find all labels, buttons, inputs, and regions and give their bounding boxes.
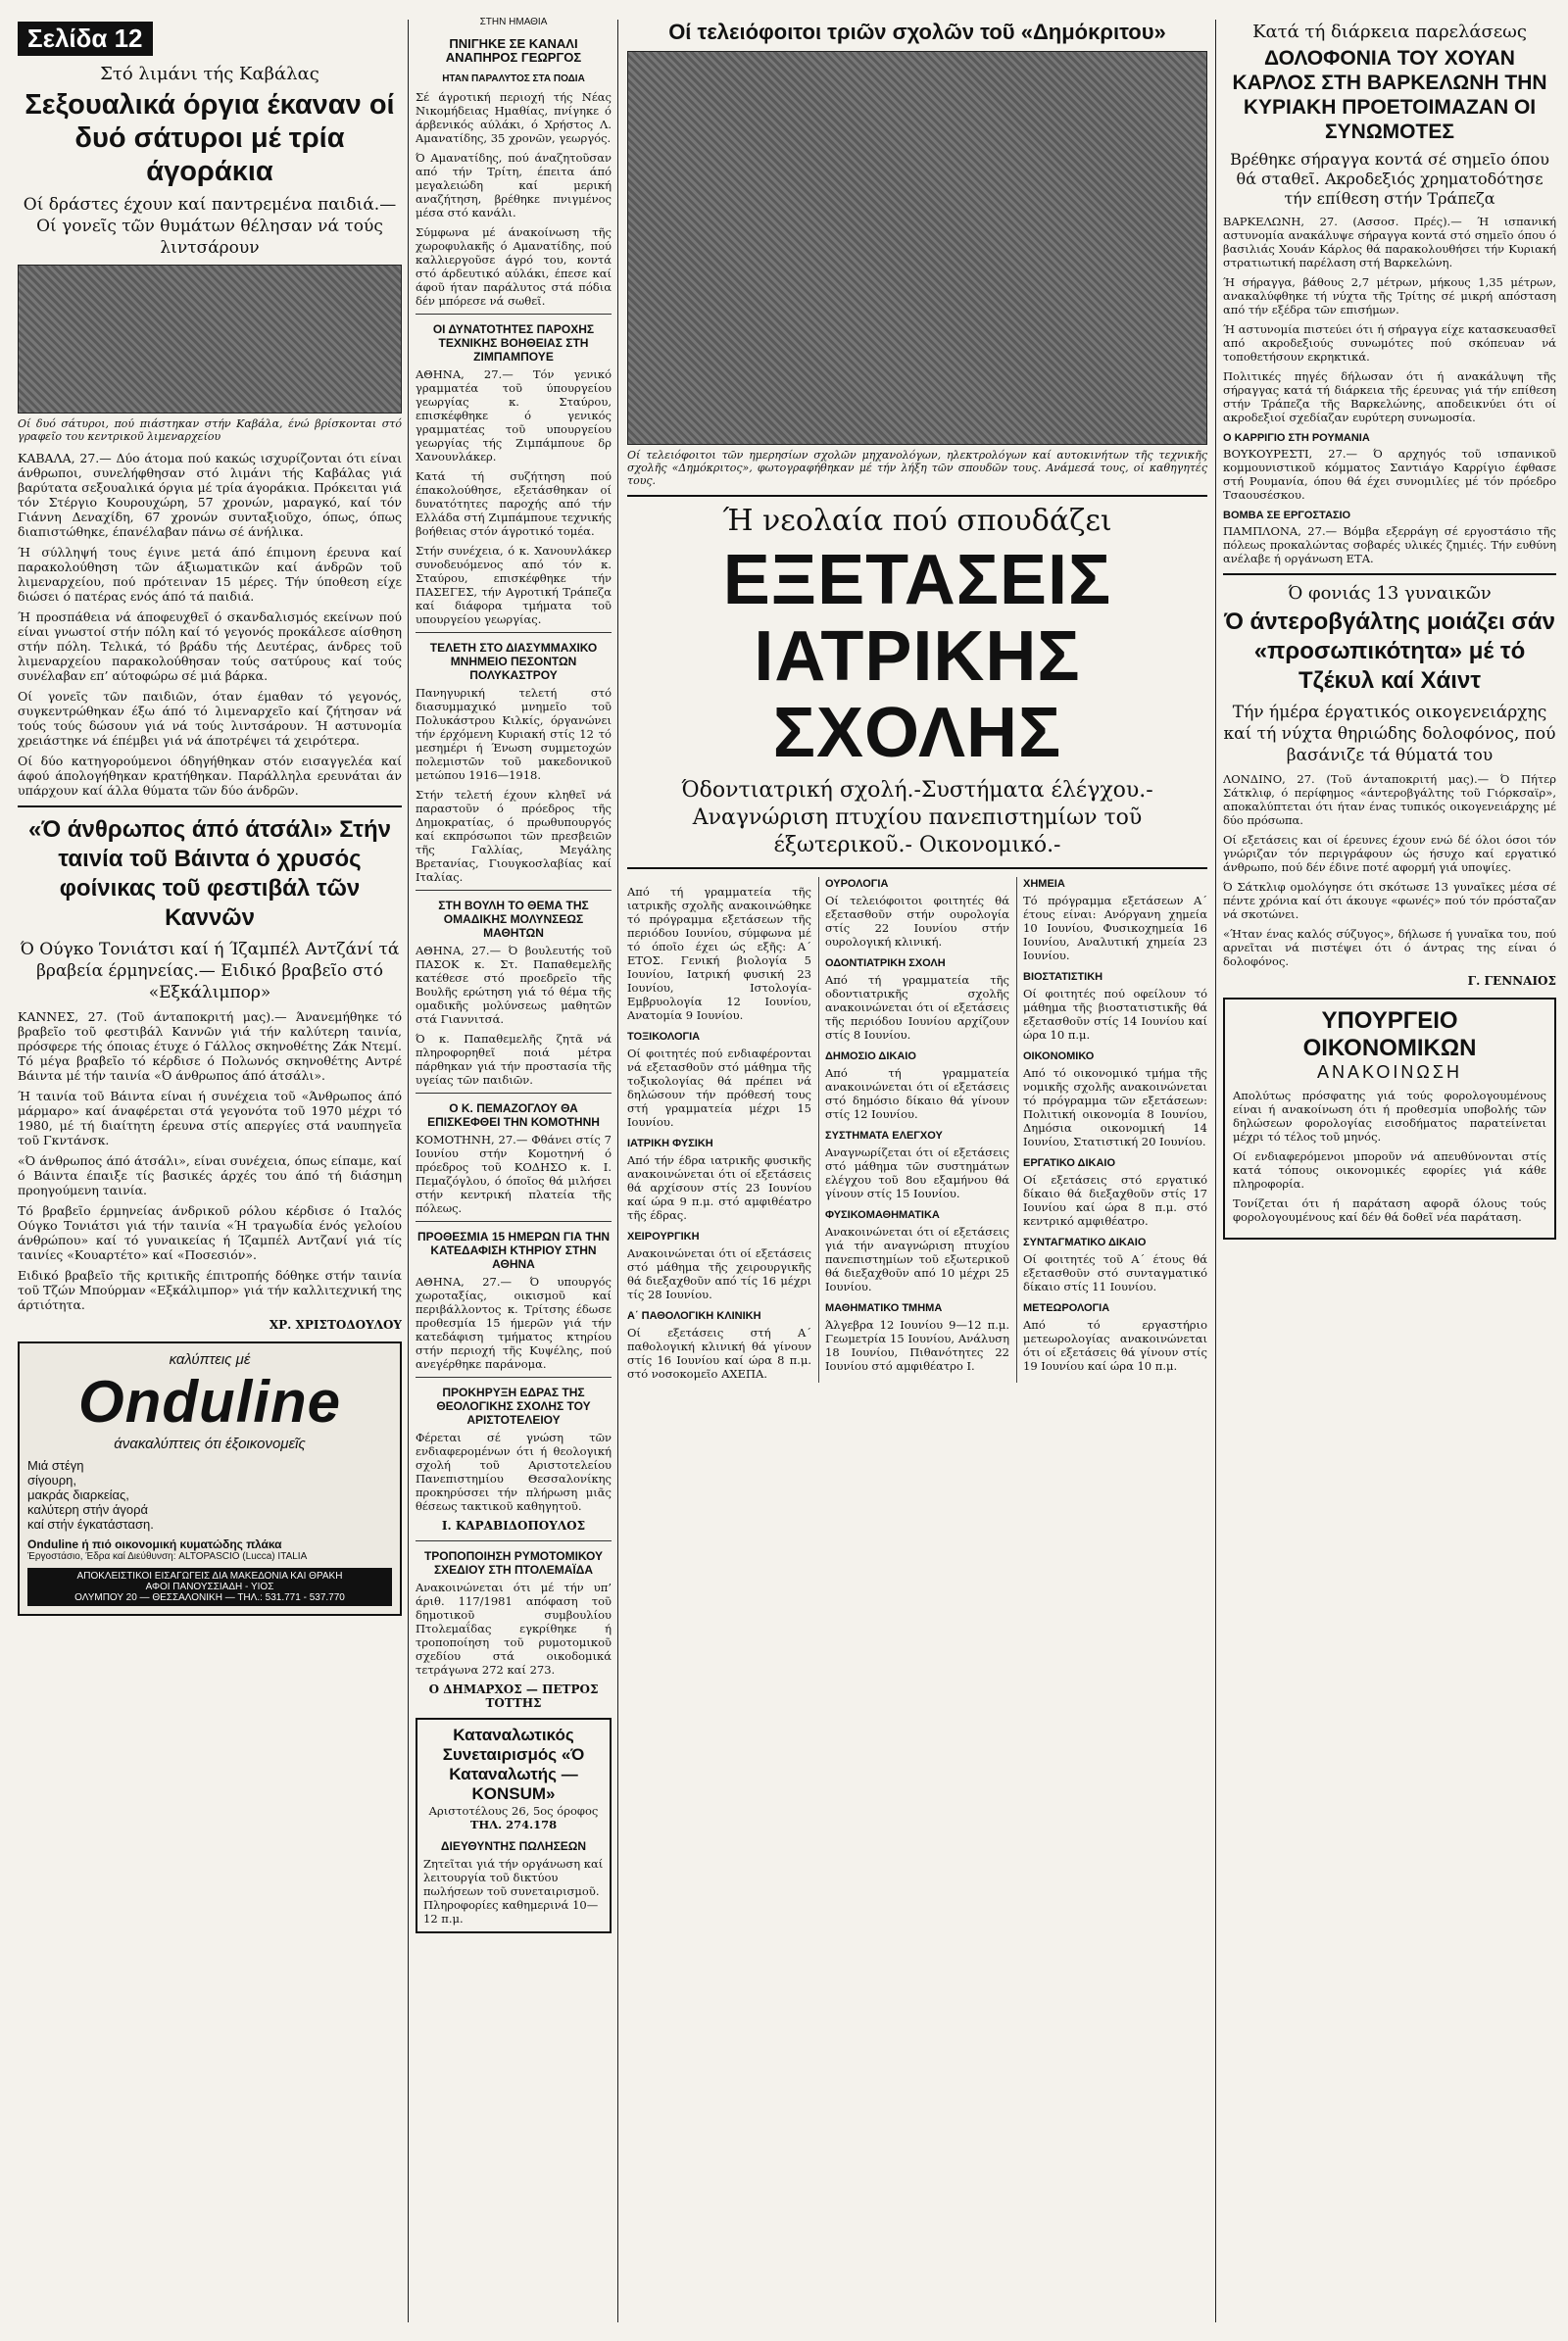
article-headline-2: «Ό άνθρωπος άπό άτσάλι» Στήν ταινία τοῦ Βάιντα ό χρυσός φοίνικας τοῦ φεστιβάλ τῶν Καννῶν — [27, 816, 392, 931]
section-kicker: ΣΤΗΝ ΗΜΑΘΙΑ — [479, 17, 548, 27]
article-paragraph: «Ό άνθρωπος άπό άτσάλι», είναι συνέχεια, όπως είπαμε, καί ό Βάιντα έπαιξε τίς βασικές άρχές του άπό τή διάσημη προηγούμενη ταινία. — [18, 1153, 402, 1197]
brief-paragraph: Σύμφωνα μέ άνακοίνωση τῆς χωροφυλακῆς ό Αμανατίδης, πού καλλιεργοῦσε άγρό του, κοντά στό άρδευτικό αύλάκι, έπεσε καί άφοῦ ήταν παράλυτος στά πόδια δέν μπόρεσε νά σωθεῖ. — [416, 225, 612, 308]
article-paragraph: Ή σήραγγα, βάθους 2,7 μέτρων, μήκους 1,35 μέτρων, ανακαλύφθηκε τή νύχτα τῆς Τρίτης σέ μικρή απόσταση από τήν εξέδρα τῶν επισήμων. — [1223, 275, 1556, 317]
ad-top: καλύπτεις μέ — [169, 1351, 251, 1368]
brief-paragraph: ΑΘΗΝΑ, 27.— Ό υπουργός χωροταξίας, οικισμοῦ καί περιβάλλοντος κ. Τρίτσης έδωσε προθεσμία 15 ήμερῶν γιά τήν κατεδάφιση τμήματος κτηρίου στήν περιοχή τῆς Κυψέλης, πού ανεγέρθηκε παράνομα. — [416, 1275, 612, 1371]
article-paragraph: ΒΟΥΚΟΥΡΕΣΤΙ, 27.— Ό αρχηγός τοῦ ισπανικοῦ κομμουνιστικοῦ κόμματος Σαντιάγο Καρρίγιο έφθασε στή Ρουμανία, όπου θά έχει συνομιλίες μέ τόν πρόεδρο Τσαουσέσκου. — [1223, 447, 1556, 502]
brief-headline: ΤΡΟΠΟΠΟΙΗΣΗ ΡΥΜΟΤΟΜΙΚΟΥ ΣΧΕΔΙΟΥ ΣΤΗ ΠΤΟΛΕΜΑΪΔΑ — [423, 1549, 604, 1577]
article-paragraph: Ειδικό βραβεῖο τῆς κριτικῆς έπιτροπής δόθηκε στήν ταινία τοῦ Τζών Μπούρμαν «Εξκάλιμπορ» γιά τήν καλλιτεχνική της άρτιότητα. — [18, 1268, 402, 1312]
feature-kicker: Ή νεολαία πού σπουδάζει — [722, 504, 1112, 538]
brief-paragraph: Ό κ. Παπαθεμελῆς ζητᾶ νά πληροφορηθεῖ ποιά μέτρα πάρθηκαν γιά τήν προστασία τῆς υγείας τῶν παιδιῶν. — [416, 1032, 612, 1087]
ad-line: καί στήν έγκατάσταση. — [27, 1517, 154, 1532]
article-paragraph: Οί γονεῖς τῶν παιδιῶν, όταν έμαθαν τό γεγονός, συγκεντρώθηκαν έξω άπό τό λιμεναρχεῖο καί ζήτησαν νά τούς τούς δώσουν γιά νά τούς λιντσάρουν. Ή αστυνομία χρειάστηκε νά έπέμβει γιά νά άποτρέψει τά χειρότερα. — [18, 689, 402, 748]
news-photo — [18, 265, 402, 414]
signature: Ι. ΚΑΡΑΒΙΔΟΠΟΥΛΟΣ — [441, 1519, 586, 1533]
exam-section: ΜΑΘΗΜΑΤΙΚΟ ΤΜΗΜΑ Άλγεβρα 12 Ιουνίου 9—12 π.μ. Γεωμετρία 15 Ιουνίου, Ανάλυση 18 Ιουνίου, Πιθανότητες 22 Ιουνίου στό αμφιθέατρο Ι. — [825, 1302, 1009, 1373]
article-headline: ΔΟΛΟΦΟΝΙΑ ΤΟΥ ΧΟΥΑΝ ΚΑΡΛΟΣ ΣΤΗ ΒΑΡΚΕΛΩΝΗ ΤΗΝ ΚΥΡΙΑΚΗ ΠΡΟΕΤΟΙΜΑΖΑΝ ΟΙ ΣΥΝΩΜΟΤΕΣ — [1232, 47, 1547, 143]
ad-footer-line: ΑΦΟΙ ΠΑΝΟΥΣΣΙΑΔΗ - ΥΙΟΣ — [145, 1582, 274, 1592]
ad-footer-line: ΟΛΥΜΠΟΥ 20 — ΘΕΣΣΑΛΟΝΙΚΗ — ΤΗΛ.: 531.771 - 537.770 — [74, 1592, 345, 1603]
article-paragraph: ΒΑΡΚΕΛΩΝΗ, 27. (Ασσοσ. Πρές).— Ή ισπανική αστυνομία ανακάλυψε σήραγγα κοντά στό σημεῖο όπου ό βασιλιάς Χουάν Κάρλος θά παρακολουθήσει τήν Κυριακή στρατιωτική παρέλαση στή Βαρκελώνη. — [1223, 215, 1556, 269]
feature-deck: Όδοντιατρική σχολή.-Συστήματα έλέγχου.- Αναγνώριση πτυχίου πανεπιστημίων τοῦ έξωτερικοῦ.- Οικονομικό.- — [681, 778, 1153, 857]
exam-section: ΣΥΣΤΗΜΑΤΑ ΕΛΕΓΧΟΥ Αναγνωρίζεται ότι οί εξετάσεις στό μάθημα τῶν συστημάτων ελέγχου τοῦ 8ου εξαμήνου θά γίνουν στίς 15 Ιουνίου. — [825, 1130, 1009, 1200]
notice-paragraph: Οί ενδιαφερόμενοι μποροῦν νά απευθύνονται στίς κατά τόπους οικονομικές εφορίες γιά κάθε πληροφορία. — [1233, 1149, 1546, 1191]
article-paragraph: Οί εξετάσεις και οί έρευνες έχουν ενώ δέ όλοι όσοι τόν γνώριζαν τόν περιγράφουν ώς ήσυχο καί εργατικό άνθρωπο, πού δέν έδινε ποτέ αφορμή γιά υποψίες. — [1223, 833, 1556, 874]
exam-section: Από τή γραμματεία τῆς ιατρικῆς σχολῆς ανακοινώθηκε τό πρόγραμμα εξετάσεων τῆς περιόδου Ιουνίου, σύμφωνα μέ τό όποῖο έχει ώς εξῆς: Α΄ ΕΤΟΣ. Γενική βιολογία 5 Ιουνίου, Ιατρική φυσική 23 Ιουνίου, Ιστολογία-Εμβρυολογία 12 Ιουνίου, Ανατομία 9 Ιουνίου. — [627, 885, 811, 1022]
article-paragraph: Πολιτικές πηγές δήλωσαν ότι ή ανακάλυψη τῆς σήραγγας κατά τή διάρκεια τῆς έρευνας γιά τήν επίθεση στήν Τράπεζα τῆς Βαρκελώνης, αποδεικνύει ότι οί ακροδεξιοί σχεδίαζαν ευρύτερη συνωμοσία. — [1223, 369, 1556, 424]
brief-paragraph: Κατά τή συζήτηση πού έπακολούθησε, εξετάσθηκαν οί δυνατότητες παροχής από τήν Ελλάδα στή Ζιμπάμπουε τεχνικής βοήθειας στόν άγροτικό τομέα. — [416, 469, 612, 538]
brief-headline: ΟΙ ΔΥΝΑΤΟΤΗΤΕΣ ΠΑΡΟΧΗΣ ΤΕΧΝΙΚΗΣ ΒΟΗΘΕΙΑΣ ΣΤΗ ΖΙΜΠΑΜΠΟΥΕ — [432, 322, 595, 364]
subsection-heading: ΒΟΜΒΑ ΣΕ ΕΡΓΟΣΤΑΣΙΟ — [1223, 510, 1351, 521]
second-column — [416, 8, 612, 1941]
brief-headline: ΠΝΙΓΗΚΕ ΣΕ ΚΑΝΑΛΙ ΑΝΑΠΗΡΟΣ ΓΕΩΡΓΟΣ — [445, 36, 582, 65]
right-column — [1223, 18, 1556, 1240]
exam-section: Α΄ ΠΑΘΟΛΟΓΙΚΗ ΚΛΙΝΙΚΗ Οί εξετάσεις στή Α΄ παθολογική κλινική θά γίνουν στίς 16 Ιουνίου καί ώρα 8 π.μ. στό νοσοκομεῖο ΑΧΕΠΑ. — [627, 1310, 811, 1381]
brief-paragraph: Πανηγυρική τελετή στό διασυμμαχικό μνημεῖο τοῦ Πολυκάστρου Κιλκίς, όργανώνει τήν έρχόμενη Κυριακή στίς 12 τό μεσημέρι ή Ένωση συμμετοχών πολεμιστῶν τοῦ μακεδονικοῦ μετώπου 1916—1918. — [416, 686, 612, 782]
ad-line: Μιά στέγη — [27, 1458, 84, 1473]
article-headline: Σεξουαλικά όργια έκαναν οί δυό σάτυροι μέ τρία άγοράκια — [24, 89, 395, 187]
brief-headline: Ο Κ. ΠΕΜΑΖΟΓΛΟΥ ΘΑ ΕΠΙΣΚΕΦΘΕΙ ΤΗΝ ΚΟΜΟΤΗΝΗ — [427, 1101, 600, 1129]
ad-line: μακράς διαρκείας, — [27, 1488, 129, 1502]
feature-headline: ΕΞΕΤΑΣΕΙΣ ΙΑΤΡΙΚΗΣ ΣΧΟΛΗΣ — [722, 541, 1112, 772]
ministry-notice — [1223, 998, 1556, 1240]
exam-section: ΧΗΜΕΙΑ Τό πρόγραμμα εξετάσεων Α΄ έτους είναι: Ανόργανη χημεία 10 Ιουνίου, Φυσικοχημεία 16 Ιουνίου, Αναλυτική χημεία 23 Ιουνίου. — [1023, 878, 1207, 962]
article-kicker-2: Ό φονιάς 13 γυναικῶν — [1288, 583, 1492, 604]
notice-text: Ζητεῖται γιά τήν οργάνωση καί λειτουργία τοῦ δικτύου πωλήσεων τοῦ συνεταιρισμοῦ. Πληροφορίες καθημερινά 10—12 π.μ. — [423, 1857, 604, 1926]
exam-section: ΤΟΞΙΚΟΛΟΓΙΑ Οί φοιτητές πού ενδιαφέρονται νά εξετασθοῦν στό μάθημα τῆς τοξικολογίας θά πρέπει νά δηλώσουν τήν πρόθεσή τους στή γραμματεία μέχρι 15 Ιουνίου. — [627, 1031, 811, 1129]
article-kicker: Στό λιμάνι τής Καβάλας — [100, 64, 319, 84]
ad-logo: Onduline — [78, 1369, 341, 1435]
exam-section: ΦΥΣΙΚΟΜΑΘΗΜΑΤΙΚΑ Ανακοινώνεται ότι οί εξετάσεις γιά τήν αναγνώριση πτυχίου πανεπιστημίων τοῦ εξωτερικοῦ θά διεξαχθοῦν από 10 μέχρι 25 Ιουνίου. — [825, 1209, 1009, 1293]
onduline-advert — [18, 1341, 402, 1616]
article-paragraph: Ή προσπάθεια νά άποφευχθεῖ ό σκανδαλισμός εκείνων πού είναι γνωστοί στήν πόλη καί τό γεγονός προκάλεσε αίσθηση στήν πόλη. Τελικά, τό βράδυ τής Δευτέρας, άνδρες τοῦ λιμεναρχείου παρακολούθησαν τούς σατύρους καί τούς συνέλαβαν επ’ αύτοφώρω σέ μιά βάρκα. — [18, 610, 402, 683]
article-paragraph: Ή ταινία τοῦ Βάιντα είναι ή συνέχεια τοῦ «Άνθρωπος άπό μάρμαρο» καί άναφέρεται στά γεγονότα τοῦ 1970 μέχρι τό 1980, μέ τή διαίτητη έρευνα στίς απεργίες στά ναυπηγεῖα τοῦ Γκντάνσκ. — [18, 1089, 402, 1147]
exam-section: ΜΕΤΕΩΡΟΛΟΓΙΑ Από τό εργαστήριο μετεωρολογίας ανακοινώνεται ότι οί εξετάσεις θά γίνουν στίς 19 Ιουνίου καί ώρα 10 π.μ. — [1023, 1302, 1207, 1373]
brief-paragraph: Ό Αμανατίδης, πού άναζητοῦσαν από τήν Τρίτη, έπειτα άπό μεγαλειώδη καί μερική αναζήτηση, βρέθηκε πνιγμένος μέσα στό κανάλι. — [416, 151, 612, 219]
exam-section: ΟΥΡΟΛΟΓΙΑ Οί τελειόφοιτοι φοιτητές θά εξετασθοῦν στήν ουρολογία στίς 22 Ιουνίου στήν ουρολογική κλινική. — [825, 878, 1009, 949]
exam-columns — [627, 877, 1207, 1383]
center-column — [627, 20, 1207, 1383]
exam-section: ΣΥΝΤΑΓΜΑΤΙΚΟ ΔΙΚΑΙΟ Οί φοιτητές τοῦ Α΄ έτους θά εξετασθοῦν στό συνταγματικό δίκαιο στίς 11 Ιουνίου. — [1023, 1237, 1207, 1293]
exam-section: ΒΙΟΣΤΑΤΙΣΤΙΚΗ Οί φοιτητές πού οφείλουν τό μάθημα τῆς βιοστατιστικῆς θά εξετασθοῦν στίς 14 Ιουνίου καί ώρα 10 π.μ. — [1023, 971, 1207, 1042]
article-paragraph: ΚΑΝΝΕΣ, 27. (Τοῦ άνταποκριτή μας).— Άνανεμήθηκε τό βραβεῖο τοῦ φεστιβάλ Καννῶν γιά τήν καλύτερη ταινία, πρόσφερε τής όποιας έτυχε ό Γάλλος σκηνοθέτης Ζάκ Ντεμί. Τό μέγα βραβεῖο τό κέρδισε ό Πολωνός σκηνοθέτης Αντρέ Βάιντα μέ τήν ταινία «Ό άνθρωπος άπό άτσάλι». — [18, 1009, 402, 1083]
exam-section: ΙΑΤΡΙΚΗ ΦΥΣΙΚΗ Από τήν έδρα ιατρικῆς φυσικῆς ανακοινώνεται ότι οί εξετάσεις θά αρχίσουν στίς 23 Ιουνίου καί ώρα 9 π.μ. στό αμφιθέατρο τῆς έδρας. — [627, 1138, 811, 1222]
byline: ΧΡ. ΧΡΙΣΤΟΔΟΥΛΟΥ — [269, 1318, 402, 1332]
brief-paragraph: ΑΘΗΝΑ, 27.— Τόν γενικό γραμματέα τοῦ ύπουργείου γεωργίας κ. Σταύρου, επισκέφθηκε ό γενικός γραμματέας τοῦ υπουργείου γεωργίας τής Ζιμπάμπουε δρ Χανουνλάκερ. — [416, 367, 612, 463]
article-paragraph: Ό Σάτκλιφ ομολόγησε ότι σκότωσε 13 γυναῖκες μέσα σέ πέντε χρόνια καί ότι άκουγε «φωνές» πού τόν πρόσταζαν νά σκοτώνει. — [1223, 880, 1556, 921]
exam-section: ΔΗΜΟΣΙΟ ΔΙΚΑΙΟ Από τή γραμματεία ανακοινώνεται ότι οί εξετάσεις στό δημόσιο δίκαιο θά γίνουν στίς 12 Ιουνίου. — [825, 1050, 1009, 1121]
article-paragraph: Οί δύο κατηγορούμενοι όδηγήθηκαν στόν εισαγγελέα καί άφού άπολογήθηκαν κρατήθηκαν. Παράλληλα ερευνάται άν υπάρχουν καί άλλα θύματα τῶν δύο άνδρῶν. — [18, 754, 402, 798]
brief-subheadline: ΗΤΑΝ ΠΑΡΑΛΥΤΟΣ ΣΤΑ ΠΟΔΙΑ — [442, 73, 585, 84]
notice-title: Καταναλωτικός Συνεταιρισμός «Ό Καταναλωτής — KONSUM» — [442, 1726, 585, 1803]
brief-paragraph: Στήν συνέχεια, ό κ. Χανουνλάκερ συνοδευόμενος από τόν κ. Σταύρου, επισκέφθηκε τήν ΠΑΣΕΓΕΣ, τήν Αγροτική Τράπεζα καί διάφορα τμήματα τοῦ υπουργείου γεωργίας. — [416, 544, 612, 626]
ad-address: Έργοστάσιο, Έδρα καί Διεύθυνση: ALTOPASCIO (Lucca) ITALIA — [27, 1551, 308, 1562]
ad-line: σίγουρη, — [27, 1473, 76, 1488]
notice-phone: ΤΗΛ. 274.178 — [469, 1818, 558, 1831]
brief-paragraph: Στήν τελετή έχουν κληθεῖ νά παραστοῦν ό πρόεδρος τῆς Δημοκρατίας, ό πρωθυπουργός καί εκπρόσωποι τῶν πρεσβειῶν τῆς Γαλλίας, Μεγάλης Βρετανίας, Γιουγκοσλαβίας καί Ιταλίας. — [416, 788, 612, 884]
article-paragraph: Ή αστυνομία πιστεύει ότι ή σήραγγα είχε κατασκευασθεῖ από ακροδεξιούς συνωμότες πού σκόπευαν νά τοποθετήσουν εκρηκτικά. — [1223, 322, 1556, 364]
article-paragraph: «Ήταν ένας καλός σύζυγος», δήλωσε ή γυναῖκα του, πού αρνεῖται νά πιστέψει ότι ό άντρας της είναι ό δολοφόνος. — [1223, 927, 1556, 968]
ad-footer-line: ΑΠΟΚΛΕΙΣΤΙΚΟΙ ΕΙΣΑΓΩΓΕΙΣ ΔΙΑ ΜΑΚΕΔΟΝΙΑ ΚΑΙ ΘΡΑΚΗ — [76, 1571, 343, 1582]
photo-caption: Οί δυό σάτυροι, πού πιάστηκαν στήν Καβάλα, ένώ βρίσκονται στό γραφεῖο του κεντρικοῦ λιμεναρχείου — [18, 417, 402, 443]
photo-caption: Οί τελειόφοιτοι τῶν ημερησίων σχολῶν μηχανολόγων, ηλεκτρολόγων καί αυτοκινήτων τῆς τεχνικῆς σχολῆς «Δημόκριτος», φωτογραφήθηκαν μέ τήν λήξη τῶν σπουδῶν τους. Ανάμεσά τους, οί καθηγητές τους. — [627, 449, 1207, 487]
ad-line: καλύτερη στήν άγορά — [27, 1502, 148, 1517]
article-headline-2: Ό άντεροβγάλτης μοιάζει σάν «προσωπικότητα» μέ τό Τζέκυλ καί Χάιντ — [1224, 609, 1555, 694]
brief-paragraph: ΑΘΗΝΑ, 27.— Ό βουλευτής τοῦ ΠΑΣΟΚ κ. Στ. Παπαθεμελῆς κατέθεσε στό προεδρεῖο τῆς Βουλῆς ερώτηση γιά τό θέμα τῆς ομαδικῆς μολύνσεως μαθητῶν στά Γιαννιτσά. — [416, 944, 612, 1026]
article-deck: Βρέθηκε σήραγγα κοντά σέ σημεῖο όπου θά σταθεῖ. Ακροδεξιός χρηματοδότησε τήν επίθεση στήν Τράπεζα — [1230, 150, 1549, 208]
brief-headline: ΠΡΟΚΗΡΥΞΗ ΕΔΡΑΣ ΤΗΣ ΘΕΟΛΟΓΙΚΗΣ ΣΧΟΛΗΣ ΤΟΥ ΑΡΙΣΤΟΤΕΛΕΙΟΥ — [436, 1386, 591, 1427]
article-deck-2: Τήν ήμέρα έργατικός οικογενειάρχης καί τή νύχτα θηριώδης δολοφόνος, πού βασάνιζε τά θύματά του — [1223, 703, 1556, 765]
exam-section: ΟΙΚΟΝΟΜΙΚΟ Από τό οικονομικό τμήμα τῆς νομικῆς σχολῆς ανακοινώνεται τό πρόγραμμα τῶν εξετάσεων: Πολιτική οικονομία 8 Ιουνίου, Δημόσια οικονομική 14 Ιουνίου, Στατιστική 20 Ιουνίου. — [1023, 1050, 1207, 1148]
article-paragraph: ΛΟΝΔΙΝΟ, 27. (Τοῦ άνταποκριτή μας).— Ό Πήτερ Σάτκλιφ, ό περίφημος «άντεροβγάλτης τοῦ Γιόρκσαϊρ», αποκαλύπτεται ότι ήταν ένας τυπικός οικογενειάρχης μέ δύο πρόσωπα. — [1223, 772, 1556, 827]
brief-headline: ΤΕΛΕΤΗ ΣΤΟ ΔΙΑΣΥΜΜΑΧΙΚΟ ΜΝΗΜΕΙΟ ΠΕΣΟΝΤΩΝ ΠΟΛΥΚΑΣΤΡΟΥ — [429, 641, 598, 682]
notice-paragraph: Απολύτως πρόσφατης γιά τούς φορολογουμένους είναι ή ανακοίνωση ότι ή προθεσμία υποβολής τῶν δηλώσεων φορολογίας εισοδήματος παρατείνεται μέχρι τό τέλος τοῦ μηνός. — [1233, 1089, 1546, 1144]
notice-heading: ΔΙΕΥΘΥΝΤΗΣ ΠΩΛΗΣΕΩΝ — [440, 1839, 587, 1853]
article-paragraph: Τό βραβεῖο έρμηνείας άνδρικοῦ ρόλου κέρδισε ό Ιταλός Ούγκο Τονιάτσι γιά τήν ταινία «Ή τραγωδία ένός γελοίου άνθρώπου» καί τό γυναικείας ή Ίζαμπέλ Αντζανί γιά τίς ταινίες «Κουαρτέτο» καί «Ποσεσιόν». — [18, 1203, 402, 1262]
article-paragraph: ΚΑΒΑΛΑ, 27.— Δύο άτομα πού κακώς ισχυρίζονται ότι είναι άνθρωποι, συνελήφθησαν στό λιμάνι τής Καβάλας γιά βαρύτατα σεξουαλικά όργια μέ τρία άγοράκια. Πρόκειται γιά τόν Στέργιο Κουρουχώρη, 57 χρονών, μαραγκό, καί τόν Γιάννη Δεναχίδη, 67 χρονών συνταξιοῦχο, όπως, όπως διαπιστώθηκε, έπανέλαβαν πάνω σέ άνήλικα. — [18, 451, 402, 539]
article-deck-2: Ό Ούγκο Τονιάτσι καί ή Ίζαμπέλ Αντζάνί τά βραβεία έρμηνείας.— Ειδικό βραβεῖο στό «Εξκάλιμπορ» — [20, 940, 400, 1002]
byline: Γ. ΓΕΝΝΑΙΟΣ — [1467, 974, 1556, 988]
cooperative-notice — [416, 1718, 612, 1933]
signature: Ο ΔΗΜΑΡΧΟΣ — ΠΕΤΡΟΣ ΤΟΤΤΗΣ — [428, 1683, 599, 1710]
subsection-heading: Ο ΚΑΡΡΙΓΙΟ ΣΤΗ ΡΟΥΜΑΝΙΑ — [1223, 432, 1370, 444]
left-column — [18, 0, 402, 1616]
brief-paragraph: Σέ άγροτική περιοχή τής Νέας Νικομήδειας Ημαθίας, πνίγηκε ό άρβενικός αύλάκι, ό Χρήστος Λ. Αμανατίδης, 35 χρονῶν, γεωργός. — [416, 90, 612, 145]
exam-section: ΕΡΓΑΤΙΚΟ ΔΙΚΑΙΟ Οί εξετάσεις στό εργατικό δίκαιο θά διεξαχθοῦν στίς 17 Ιουνίου καί ώρα 8 π.μ. στό κεντρικό αμφιθέατρο. — [1023, 1157, 1207, 1228]
article-kicker: Κατά τή διάρκεια παρελάσεως — [1252, 22, 1527, 42]
notice-subtitle: ΑΝΑΚΟΙΝΩΣΗ — [1316, 1062, 1463, 1082]
notice-title: ΥΠΟΥΡΓΕΙΟ ΟΙΚΟΝΟΜΙΚΩΝ — [1302, 1007, 1477, 1061]
graduates-photo — [627, 51, 1207, 445]
article-paragraph: ΠΑΜΠΛΟΝΑ, 27.— Βόμβα εξερράγη σέ εργοστάσιο τῆς πόλεως προκαλώντας σοβαρές υλικές ζημιές. Τήν ευθύνη ανέλαβε ή οργάνωση ΕΤΑ. — [1223, 524, 1556, 565]
brief-paragraph: Ανακοινώνεται ότι μέ τήν υπ’ άριθ. 117/1981 απόφαση τοῦ δημοτικοῦ συμβουλίου Πτολεμαΐδας εγκρίθηκε ή τροποποίηση τοῦ ρυμοτομικοῦ σχεδίου στά οικοδομικά τετράγωνα 272 καί 273. — [416, 1581, 612, 1677]
page-label: Σελίδα 12 — [18, 22, 153, 56]
brief-paragraph: ΚΟΜΟΤΗΝΗ, 27.— Φθάνει στίς 7 Ιουνίου στήν Κομοτηνή ό πρόεδρος τοῦ ΚΟΔΗΣΟ κ. Ι. Πεμαζόγλου, ό όποῖος θά μιλήσει στήν κεντρική πλατεία τῆς πόλεως. — [416, 1133, 612, 1215]
exam-section: ΧΕΙΡΟΥΡΓΙΚΗ Ανακοινώνεται ότι οί εξετάσεις στό μάθημα τῆς χειρουργικῆς θά διεξαχθοῦν από τίς 16 μέχρι τίς 28 Ιουνίου. — [627, 1231, 811, 1301]
notice-address: Αριστοτέλους 26, 5ος όροφος — [428, 1804, 599, 1818]
ad-description: Onduline ή πιό οικονομική κυματώδης πλάκα — [27, 1537, 282, 1551]
brief-headline: ΣΤΗ ΒΟΥΛΗ ΤΟ ΘΕΜΑ ΤΗΣ ΟΜΑΔΙΚΗΣ ΜΟΛΥΝΣΕΩΣ ΜΑΘΗΤΩΝ — [438, 899, 589, 940]
ad-tagline: άνακαλύπτεις ότι έξοικονομεῖς — [114, 1436, 306, 1452]
brief-paragraph: Φέρεται σέ γνώση τῶν ενδιαφερομένων ότι ή θεολογική σχολή τοῦ Αριστοτελείου Πανεπιστημίου Θεσσαλονίκης προκηρύσσει τήν πλήρωση μιᾶς θέσεως τακτικοῦ καθηγητοῦ. — [416, 1431, 612, 1513]
notice-paragraph: Τονίζεται ότι ή παράταση αφορᾶ όλους τούς φορολογουμένους καί δέν θά δοθεῖ νέα παράταση. — [1233, 1196, 1546, 1224]
photo-headline: Οί τελειόφοιτοι τριῶν σχολῶν τοῦ «Δημόκριτου» — [668, 20, 1166, 44]
article-paragraph: Ή σύλληψή τους έγινε μετά άπό έπιμονη έρευνα καί παρακολούθηση τῶν άξιωματικῶν καί άνδρῶν τοῦ λιμεναρχείου, πού πρότειναν 15 μέρες. Τήν ύποθεση είχε διώσει ό πατέρας ενός άπό τά παιδιά. — [18, 545, 402, 604]
brief-headline: ΠΡΟΘΕΣΜΙΑ 15 ΗΜΕΡΩΝ ΓΙΑ ΤΗΝ ΚΑΤΕΔΑΦΙΣΗ ΚΤΗΡΙΟΥ ΣΤΗΝ ΑΘΗΝΑ — [416, 1230, 611, 1271]
article-deck: Οί δράστες έχουν καί παντρεμένα παιδιά.— Οί γονεῖς τῶν θυμάτων θέλησαν νά τούς λιντσάρουν — [23, 195, 397, 258]
exam-section: ΟΔΟΝΤΙΑΤΡΙΚΗ ΣΧΟΛΗ Από τή γραμματεία τῆς οδοντιατρικῆς σχολῆς ανακοινώνεται ότι οί εξετάσεις τῆς περιόδου Ιουνίου αρχίζουν στίς 8 Ιουνίου. — [825, 957, 1009, 1042]
